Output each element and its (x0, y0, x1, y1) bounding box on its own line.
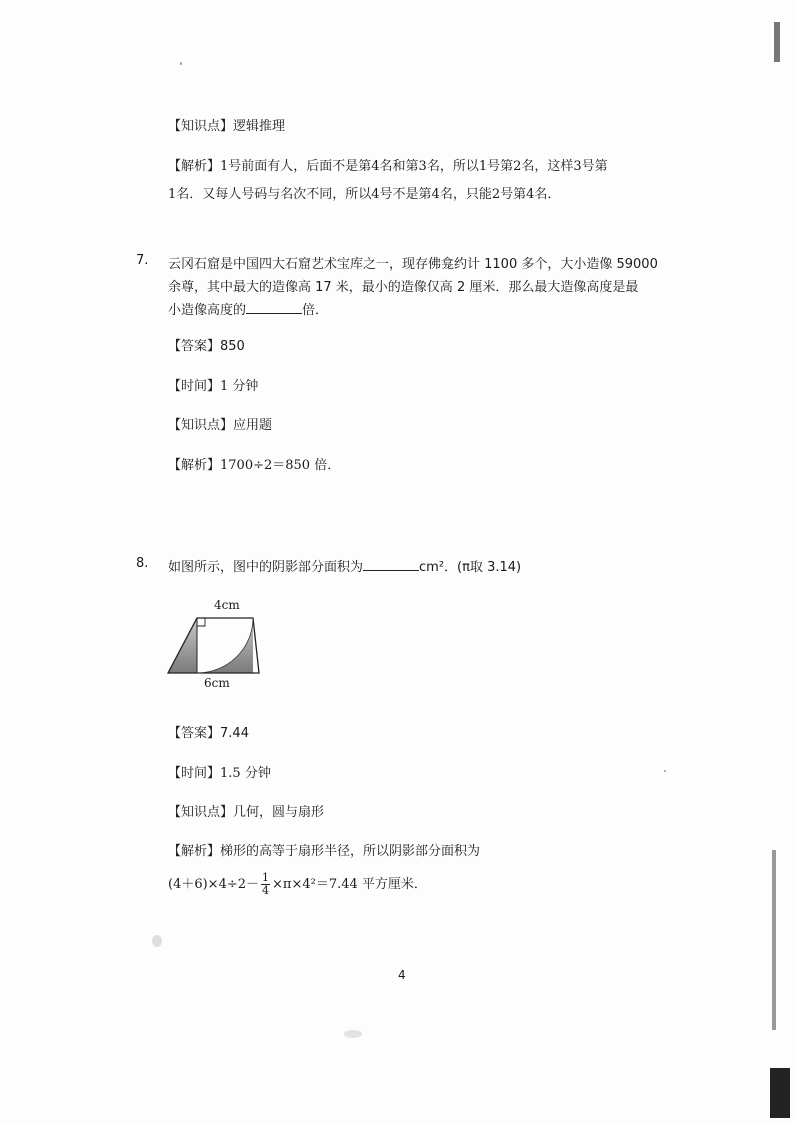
q7-text-line1: 云冈石窟是中国四大石窟艺术宝库之一，现存佛龛约计 1100 多个，大小造像 59000 (168, 257, 658, 272)
q7-answer-value: 850 (220, 339, 245, 354)
scan-speck (344, 1030, 362, 1038)
q8-time-value: 1.5 分钟 (220, 766, 271, 781)
page-number: 4 (398, 968, 406, 982)
right-angle-mark (197, 618, 205, 626)
q7-answer-blank (246, 303, 302, 314)
q8-answer-blank (363, 560, 419, 571)
q8-text-before-blank: 如图所示，图中的阴影部分面积为 (168, 560, 364, 575)
q7-time-label: 【时间】 (168, 379, 221, 394)
q7-time (168, 375, 258, 394)
scan-speck (180, 62, 182, 65)
figure-top-label: 4cm (214, 598, 240, 612)
q7-number: 7. (136, 253, 149, 268)
q8-time-label: 【时间】 (168, 766, 221, 781)
q7-answer (168, 335, 245, 354)
q8-text-after-blank: cm²．(π取 3.14) (419, 560, 522, 575)
fraction-one-quarter (261, 872, 270, 897)
q7-answer-label: 【答案】 (168, 339, 221, 354)
q8-answer (168, 722, 249, 741)
q7-analysis: 【解析】1700÷2＝850 倍． (168, 458, 341, 473)
q8-answer-value: 7.44 (220, 726, 249, 741)
formula-right: ×π×4²＝7.44 平方厘米． (272, 877, 427, 892)
q8-analysis: 【解析】梯形的高等于扇形半径，所以阴影部分面积为 (168, 844, 481, 859)
q7-text-line2: 余尊，其中最大的造像高 17 米，最小的造像仅高 2 厘米．那么最大造像高度是最 (168, 280, 639, 295)
q7-knowledge: 【知识点】应用题 (168, 418, 273, 433)
scan-speck (664, 770, 666, 772)
scan-edge-bottom (770, 1068, 790, 1118)
q6-analysis-line1: 【解析】1号前面有人，后面不是第4名和第3名，所以1号第2名，这样3号第 (168, 159, 608, 174)
scan-edge-top (774, 22, 780, 62)
q8-time (168, 762, 271, 781)
q7-time-value: 1 分钟 (220, 379, 259, 394)
q7-text-before-blank: 小造像高度的 (168, 303, 247, 318)
q8-knowledge: 【知识点】几何，圆与扇形 (168, 805, 325, 820)
q6-analysis-line2: 1名．又每人号码与名次不同，所以4号不是第4名，只能2号第4名． (168, 187, 561, 202)
scan-speck (152, 935, 162, 947)
q8-answer-label: 【答案】 (168, 726, 221, 741)
fraction-numerator: 1 (262, 871, 270, 884)
q7-text-after-blank: 倍． (302, 303, 329, 318)
q8-question-text (168, 556, 521, 575)
q8-formula (168, 872, 427, 897)
q8-number: 8. (136, 556, 149, 571)
figure-bottom-label: 6cm (204, 676, 230, 690)
fraction-denominator: 4 (262, 884, 270, 897)
q7-text-line3 (168, 299, 328, 318)
trapezoid-figure (160, 596, 270, 692)
formula-left: (4＋6)×4÷2－ (168, 877, 260, 892)
scan-edge-mid (772, 850, 776, 1030)
q6-knowledge: 【知识点】逻辑推理 (168, 119, 286, 134)
